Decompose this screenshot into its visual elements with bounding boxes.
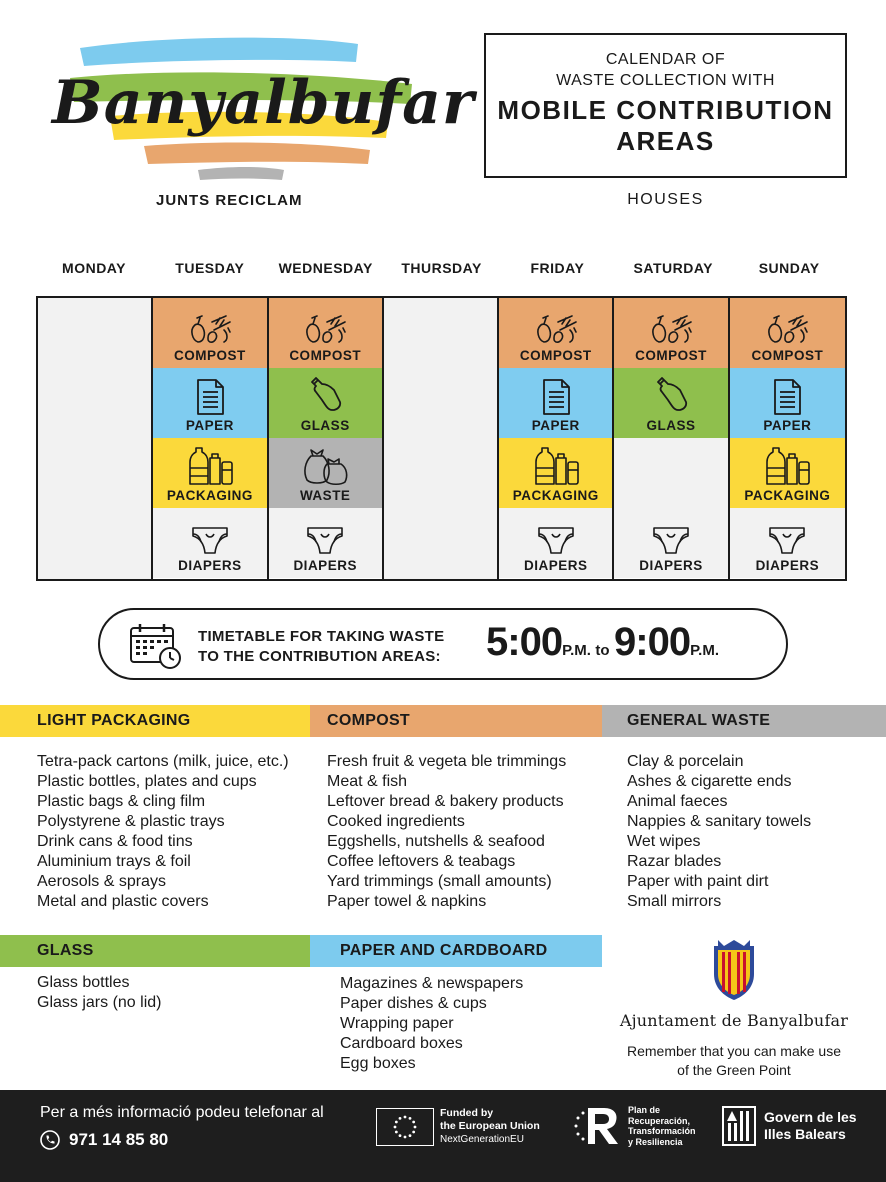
- collection-cell-compost: [269, 298, 382, 368]
- recovery-plan-text: [628, 1105, 696, 1147]
- compost-icon: [763, 312, 811, 346]
- collection-cell-compost: [499, 298, 612, 368]
- collection-cell-label: GLASS: [300, 418, 350, 433]
- eu-funding-text: [440, 1107, 540, 1146]
- list-item: Eggshells, nutshells & seafood: [327, 833, 545, 850]
- day-header-tuesday: TUESDAY: [175, 260, 245, 276]
- paper-cardboard-header: PAPER AND CARDBOARD: [310, 935, 602, 967]
- diapers-icon: [536, 524, 576, 556]
- collection-cell-label: WASTE: [299, 488, 351, 503]
- end-suffix: P.M.: [690, 642, 720, 659]
- list-item: Small mirrors: [627, 893, 722, 910]
- waste-icon: [301, 446, 349, 486]
- phone-icon: [40, 1130, 60, 1150]
- collection-cell-compost: [614, 298, 727, 368]
- list-item: Wrapping paper: [340, 1015, 454, 1032]
- collection-cell-label: DIAPERS: [639, 558, 703, 573]
- compost-list: [327, 752, 566, 912]
- day-header-saturday: SATURDAY: [633, 260, 714, 276]
- list-item: Fresh fruit & vegeta ble trimmings: [327, 753, 567, 770]
- compost-icon: [301, 312, 349, 346]
- collection-cell-packaging: [153, 438, 266, 508]
- collection-cell-label: PACKAGING: [512, 488, 599, 503]
- list-item: Nappies & sanitary towels: [627, 813, 812, 830]
- recovery-plan-logo: [570, 1104, 696, 1148]
- list-item: Tetra-pack cartons (milk, juice, etc.): [37, 753, 289, 770]
- time-connector: to: [595, 642, 610, 659]
- collection-cell-label: COMPOST: [751, 348, 824, 363]
- glass-header: GLASS: [0, 935, 310, 967]
- title-line-1: CALENDAR OF: [605, 51, 726, 68]
- diapers-icon: [651, 524, 691, 556]
- title-line-4: AREAS: [616, 126, 715, 156]
- eu-flag-icon: [376, 1108, 434, 1146]
- collection-cell-label: PACKAGING: [166, 488, 253, 503]
- collection-cell-label: COMPOST: [289, 348, 362, 363]
- general-waste-header: GENERAL WASTE: [602, 705, 886, 737]
- logo-wordmark: Banyalbufar: [52, 68, 475, 138]
- list-item: Ashes & cigarette ends: [627, 773, 792, 790]
- collection-cell-label: DIAPERS: [755, 558, 820, 573]
- list-item: Coffee leftovers & teabags: [327, 853, 516, 870]
- green-point-note: [612, 1042, 856, 1080]
- diapers-icon: [305, 524, 345, 556]
- title-line-3: MOBILE CONTRIBUTION: [497, 95, 834, 125]
- list-item: Polystyrene & plastic trays: [37, 813, 225, 830]
- list-item: Cooked ingredients: [327, 813, 465, 830]
- packaging-icon: [763, 446, 811, 486]
- list-item: Drink cans & food tins: [37, 833, 193, 850]
- calendar-column-sunday: [730, 298, 845, 579]
- list-item: Paper towel & napkins: [327, 893, 487, 910]
- green-point-note-line-1: Remember that you can make use: [627, 1043, 841, 1059]
- paper-icon: [539, 378, 573, 416]
- collection-cell-label: DIAPERS: [524, 558, 588, 573]
- list-item: Paper dishes & cups: [340, 995, 487, 1012]
- collection-cell-label: GLASS: [646, 418, 696, 433]
- timetable-label-line-2: TO THE CONTRIBUTION AREAS:: [198, 648, 441, 665]
- collection-cell-packaging: [730, 438, 845, 508]
- collection-cell-diapers: [499, 508, 612, 578]
- govern-line-2: Illes Balears: [764, 1126, 846, 1142]
- start-time: 5:00: [486, 620, 563, 664]
- list-item: Egg boxes: [340, 1055, 416, 1072]
- glass-list: [37, 973, 161, 1013]
- plan-line-2: Recuperación,: [628, 1115, 691, 1126]
- list-item: Leftover bread & bakery products: [327, 793, 564, 810]
- govern-line-1: Govern de les: [764, 1109, 857, 1125]
- municipality-block: [612, 938, 856, 1080]
- collection-cell-blank: [614, 438, 727, 508]
- day-header-monday: MONDAY: [62, 260, 126, 276]
- eu-funding-logo: [376, 1107, 540, 1146]
- glass-icon: [308, 376, 342, 416]
- page-subtitle: HOUSES: [627, 191, 704, 208]
- collection-cell-label: PAPER: [763, 418, 812, 433]
- calendar-column-friday: [499, 298, 614, 579]
- page-title-box: [484, 33, 847, 178]
- calendar-column-saturday: [614, 298, 729, 579]
- timetable-label-line-1: TIMETABLE FOR TAKING WASTE: [198, 628, 445, 645]
- list-item: Metal and plastic covers: [37, 893, 209, 910]
- diapers-icon: [190, 524, 230, 556]
- footer: [0, 1090, 886, 1182]
- title-line-2: WASTE COLLECTION WITH: [556, 72, 775, 89]
- calendar-column-tuesday: [153, 298, 268, 579]
- collection-cell-label: COMPOST: [519, 348, 592, 363]
- logo-tagline: JUNTS RECICLAM: [156, 192, 303, 209]
- collection-cell-glass: [614, 368, 727, 438]
- eu-line-3: NextGenerationEU: [440, 1134, 524, 1145]
- eu-line-1: Funded by: [440, 1107, 494, 1119]
- end-time: 9:00: [614, 620, 691, 664]
- govern-balear-icon: [722, 1106, 756, 1146]
- list-item: Animal faeces: [627, 793, 728, 810]
- day-header-friday: FRIDAY: [530, 260, 585, 276]
- day-header-wednesday: WEDNESDAY: [278, 260, 373, 276]
- paper-cardboard-list: [340, 974, 523, 1074]
- start-suffix: P.M.: [562, 642, 591, 659]
- green-point-note-line-2: of the Green Point: [677, 1062, 791, 1078]
- collection-cell-packaging: [499, 438, 612, 508]
- collection-cell-label: DIAPERS: [178, 558, 242, 573]
- compost-header: COMPOST: [310, 705, 602, 737]
- collection-cell-compost: [153, 298, 266, 368]
- collection-cell-label: PACKAGING: [744, 488, 831, 503]
- day-header-sunday: SUNDAY: [758, 260, 820, 276]
- collection-cell-diapers: [730, 508, 845, 578]
- list-item: Cardboard boxes: [340, 1035, 463, 1052]
- collection-cell-diapers: [153, 508, 266, 578]
- collection-cell-diapers: [614, 508, 727, 578]
- plan-line-1: Plan de: [628, 1105, 661, 1115]
- plan-line-4: y Resiliencia: [628, 1136, 683, 1147]
- eu-line-2: the European Union: [440, 1120, 540, 1132]
- light-packaging-list: [37, 752, 289, 912]
- list-item: Razar blades: [627, 853, 722, 870]
- compost-icon: [186, 312, 234, 346]
- plan-line-3: Transformación: [628, 1126, 696, 1136]
- collection-cell-compost: [730, 298, 845, 368]
- list-item: Magazines & newspapers: [340, 975, 524, 992]
- collection-cell-label: COMPOST: [174, 348, 246, 363]
- packaging-icon: [186, 446, 234, 486]
- govern-logo: [722, 1106, 857, 1146]
- phone-number: 971 14 85 80: [69, 1130, 169, 1149]
- calendar-column-thursday: [384, 298, 499, 579]
- list-item: Glass jars (no lid): [37, 994, 162, 1011]
- list-item: Plastic bags & cling film: [37, 793, 206, 810]
- collection-calendar: [36, 296, 847, 581]
- list-item: Yard trimmings (small amounts): [327, 873, 552, 890]
- calendar-column-monday: [38, 298, 153, 579]
- list-item: Paper with paint dirt: [627, 873, 769, 890]
- list-item: Clay & porcelain: [627, 753, 744, 770]
- list-item: Aerosols & sprays: [37, 873, 166, 890]
- calendar-column-wednesday: [269, 298, 384, 579]
- timetable-banner: [98, 608, 788, 680]
- compost-icon: [647, 312, 695, 346]
- municipality-name: Ajuntament de Banyalbufar: [619, 1011, 849, 1030]
- collection-cell-label: COMPOST: [635, 348, 707, 363]
- packaging-icon: [532, 446, 580, 486]
- collection-cell-paper: [153, 368, 266, 438]
- collection-cell-paper: [730, 368, 845, 438]
- list-item: Meat & fish: [327, 773, 408, 790]
- list-item: Wet wipes: [627, 833, 701, 850]
- collection-cell-label: PAPER: [185, 418, 234, 433]
- timetable-hours: [486, 620, 719, 665]
- collection-cell-paper: [499, 368, 612, 438]
- recovery-plan-icon: [570, 1104, 622, 1148]
- glass-icon: [654, 376, 688, 416]
- phone-link[interactable]: [40, 1130, 168, 1150]
- municipal-crest-icon: [708, 938, 760, 1002]
- general-waste-list: [627, 752, 811, 912]
- collection-cell-label: PAPER: [531, 418, 580, 433]
- govern-text: [764, 1109, 857, 1143]
- collection-cell-glass: [269, 368, 382, 438]
- diapers-icon: [767, 524, 807, 556]
- calendar-clock-icon: [128, 622, 184, 670]
- footer-info: Per a més informació podeu telefonar al: [40, 1104, 324, 1121]
- list-item: Plastic bottles, plates and cups: [37, 773, 257, 790]
- day-header-thursday: THURSDAY: [401, 260, 482, 276]
- compost-icon: [532, 312, 580, 346]
- light-packaging-header: LIGHT PACKAGING: [0, 705, 310, 737]
- banyalbufar-logo: [40, 28, 475, 218]
- paper-icon: [193, 378, 227, 416]
- timetable-label: [198, 627, 444, 667]
- list-item: Aluminium trays & foil: [37, 853, 191, 870]
- list-item: Glass bottles: [37, 974, 130, 991]
- collection-cell-waste: [269, 438, 382, 508]
- paper-icon: [770, 378, 804, 416]
- collection-cell-diapers: [269, 508, 382, 578]
- collection-cell-label: DIAPERS: [293, 558, 357, 573]
